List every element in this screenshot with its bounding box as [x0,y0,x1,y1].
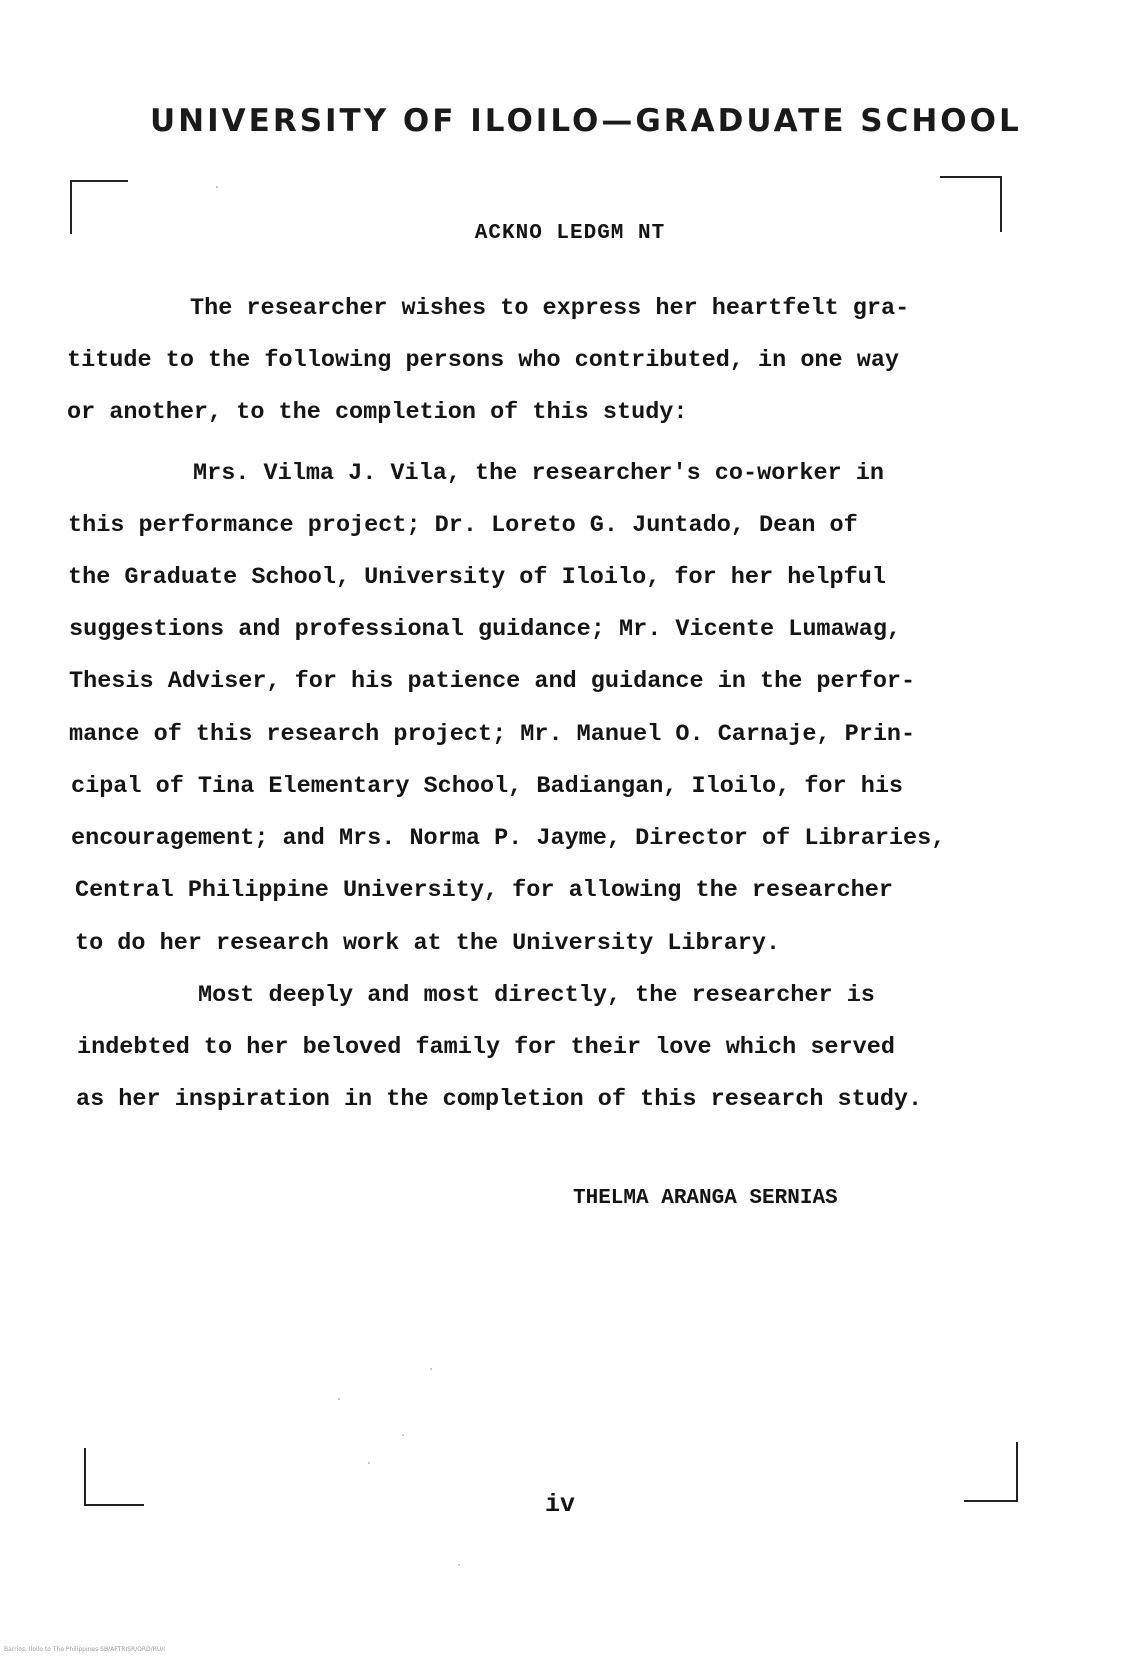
body-line: encouragement; and Mrs. Norma P. Jayme, Director of Libraries, [71,825,946,852]
scan-footer-note: Barrios, Iloilo to The Philippines SB/AFTRISR/ORD/RU/I [4,1646,166,1653]
body-line: Central Philippine University, for allowing the researcher [75,877,893,904]
scan-speck [338,1398,340,1400]
body-line: or another, to the completion of this study: [67,399,688,426]
body-line: suggestions and professional guidance; Mr. Vicente Lumawag, [69,616,902,643]
page-title: ACKNO LEDGM NT [474,222,666,245]
body-line: titude to the following persons who contributed, in one way [67,347,900,374]
body-line: as her inspiration in the completion of this research study. [76,1086,923,1113]
body-line: Most deeply and most directly, the researcher is [198,982,875,1009]
scan-speck [216,186,218,188]
body-line: indebted to her beloved family for their love which served [77,1034,895,1061]
institution-header: UNIVERSITY OF ILOILO—GRADUATE SCHOOL [150,103,1022,139]
body-line: cipal of Tina Elementary School, Badiangan, Iloilo, for his [71,773,904,800]
scan-speck [430,1368,432,1370]
body-line: to do her research work at the University Library. [75,930,781,957]
body-line: The researcher wishes to express her heartfelt gra- [190,295,910,322]
crop-mark-top-right [940,176,1002,232]
body-line: mance of this research project; Mr. Manuel O. Carnaje, Prin- [69,721,916,748]
body-line: this performance project; Dr. Loreto G. Juntado, Dean of [68,512,858,539]
crop-mark-bottom-left [84,1448,144,1506]
page-number: iv [545,1490,576,1519]
scan-speck [368,1462,370,1464]
scan-speck [402,1434,404,1436]
signature-name: THELMA ARANGA SERNIAS [573,1187,838,1210]
crop-mark-bottom-right [964,1442,1018,1502]
body-line: Mrs. Vilma J. Vila, the researcher's co-worker in [193,460,885,487]
body-line: Thesis Adviser, for his patience and guidance in the perfor- [69,668,916,695]
scan-speck [458,1564,460,1566]
body-line: the Graduate School, University of Iloilo, for her helpful [68,564,886,591]
crop-mark-top-left [70,180,128,234]
